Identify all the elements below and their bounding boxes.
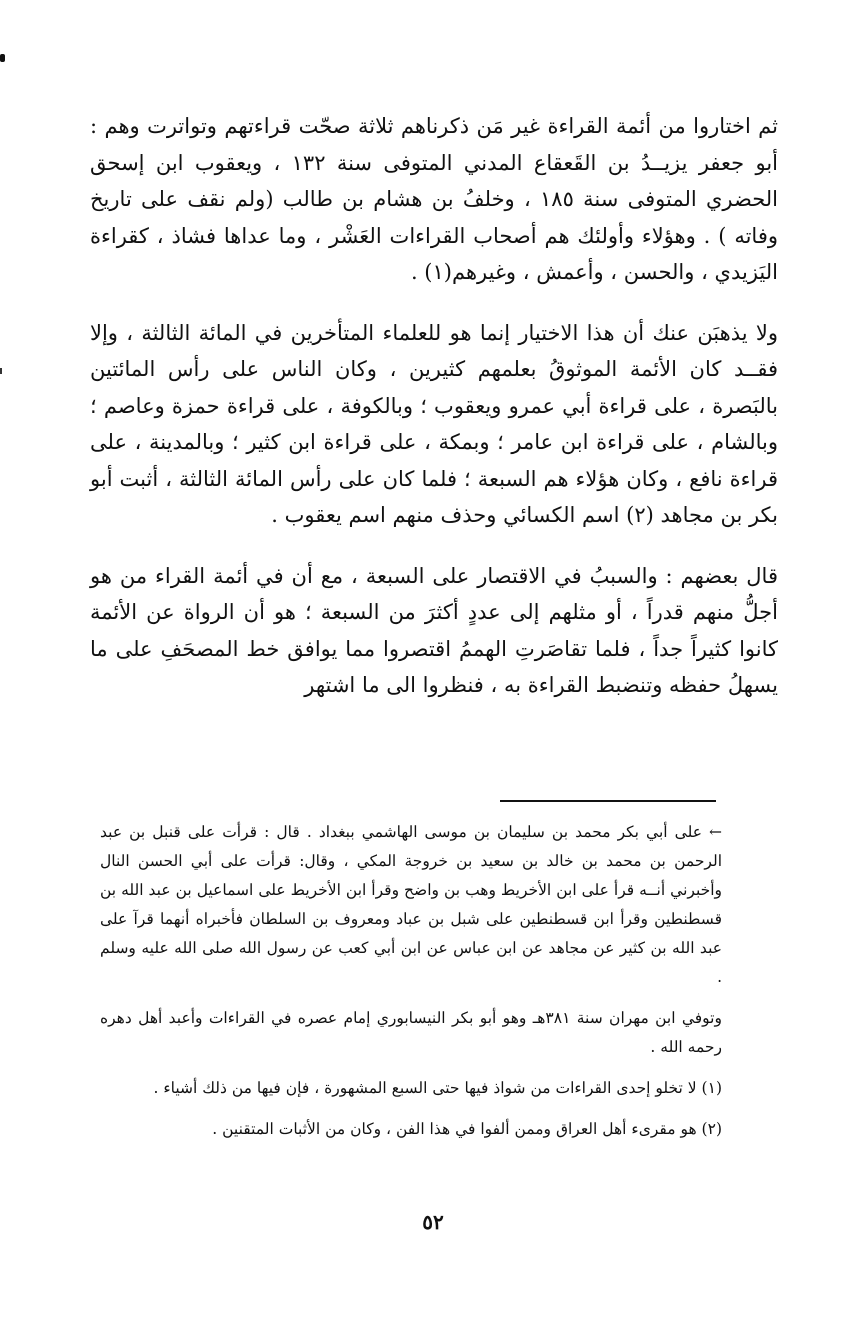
footnotes-section: [100, 818, 722, 1156]
main-paragraph-1: ثم اختاروا من أئمة القراءة غير مَن ذكرناهم ثلاثة صحّت قراءتهم وتواترت وهم : أبو جعفر يزيــدُ بن القَعقاع المدني المتوفى سنة ١٣٢ ، ويعقوب ابن إسحق الحضري المتوفى سنة ١٨٥ ، وخلفُ بن هشام بن طالب (ولم نقف على تاريخ وفاته ) . وهؤلاء وأولئك هم أصحاب القراءات العَشْر ، وما عداها فشاذ ، كقراءة اليَزيدي ، والحسن ، وأعمش ، وغيرهم(١) .: [90, 114, 778, 284]
footnote-continuation: ← على أبي بكر محمد بن سليمان بن موسى الهاشمي ببغداد . قال : قرأت على قنبل بن عبد الرحمن بن محمد بن خالد بن سعيد بن خروجة المكي ، وقال: قرأت على أبي الحسن النال وأخبرني أنــه قرأ على ابن الأخريط وهب بن واضح وقرأ ابن الأخريط على اسماعيل بن عبد الله بن قسطنطين وقرأ ابن قسطنطين على شبل بن عباد ومعروف بن السلطان فأخبراه أنهما قرآ على عبد الله بن كثير عن مجاهد عن ابن عباس عن ابن أبي كعب عن رسول الله صلى الله عليه وسلم .: [100, 823, 722, 986]
main-text: [90, 108, 778, 704]
footnote-1: (١) لا تخلو إحدى القراءات من شواذ فيها حتى السبع المشهورة ، فإن فيها من ذلك أشياء .: [153, 1079, 722, 1097]
footnote-divider: [500, 800, 716, 802]
footnote-note-ibn-mihran: وتوفي ابن مهران سنة ٣٨١هـ وهو أبو بكر النيسابوري إمام عصره في القراءات وأعبد أهل دهره رحمه الله .: [100, 1009, 722, 1056]
main-paragraph-3: قال بعضهم : والسببُ في الاقتصار على السبعة ، مع أن في أئمة القراء من هو أجلُّ منهم قدراً ، أو مثلهم إلى عددٍ أكثرَ من السبعة ؛ هو أن الرواة عن الأئمة كانوا كثيراً جداً ، فلما تقاصَرتِ الهممُ اقتصروا مما يوافق خط المصحَفِ على ما يسهلُ حفظه وتنضبط القراءة به ، فنظروا الى ما اشتهر: [90, 563, 778, 697]
page-number: ٥٢: [422, 1210, 444, 1234]
main-paragraph-2: ولا يذهبَن عنك أن هذا الاختيار إنما هو للعلماء المتأخرين في المائة الثالثة ، وإلا فقــد كان الأئمة الموثوقُ بعلمهم كثيرين ، وكان الناس على رأس المائتين بالبَصرة ، على قراءة أبي عمرو ويعقوب ؛ وبالكوفة ، على قراءة حمزة وعاصم ؛ وبالشام ، على قراءة ابن عامر ؛ وبمكة ، على قراءة ابن كثير ؛ وبالمدينة ، على قراءة نافع ، وكان هؤلاء هم السبعة ؛ فلما كان على رأس المائة الثالثة ، أثبت أبو بكر بن مجاهد (٢) اسم الكسائي وحذف منهم اسم يعقوب .: [90, 320, 778, 527]
scan-edge-tick: [0, 368, 2, 374]
footnote-2: (٢) هو مقرىء أهل العراق وممن ألفوا في هذا الفن ، وكان من الأثبات المتقنين .: [212, 1120, 722, 1138]
scan-edge-mark: [0, 54, 5, 62]
